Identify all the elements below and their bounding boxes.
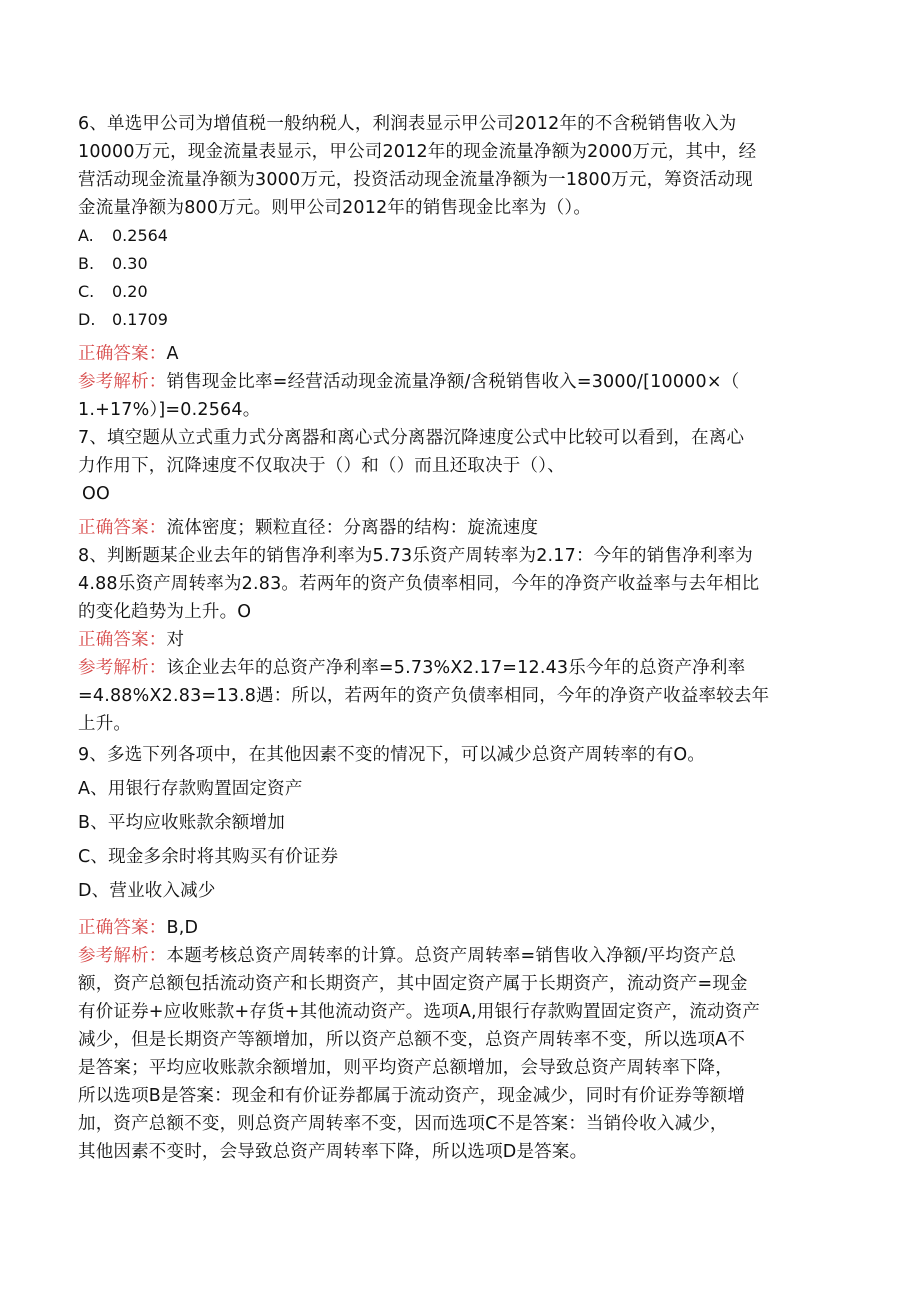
question-text-line: 7、填空题从立式重力式分离器和离心式分离器沉降速度公式中比较可以看到，在离心 bbox=[78, 428, 745, 448]
option-c: C. 0.20 bbox=[78, 282, 148, 301]
option-d: D. 0.1709 bbox=[78, 310, 168, 329]
answer-label: 正确答案： bbox=[78, 518, 167, 538]
analysis-text-line: 所以选项B是答案：现金和有价证券都属于流动资产，现金减少，同时有价证券等额增 bbox=[78, 1086, 746, 1106]
question-text-line: 的变化趋势为上升。O bbox=[78, 602, 252, 622]
analysis-text-line: 上升。 bbox=[78, 714, 132, 734]
question-text-line: 6、单选甲公司为增值税一般纳税人，利润表显示甲公司2012年的不含税销售收入为 bbox=[78, 114, 737, 134]
answer-value: B,D bbox=[166, 918, 199, 938]
question-text-line: 10000万元，现金流量表显示，甲公司2012年的现金流量净额为2000万元，其中，经 bbox=[78, 142, 757, 162]
answer-label: 正确答案： bbox=[78, 630, 167, 650]
analysis-line: 参考解析：本题考核总资产周转率的计算。总资产周转率=销售收入净额/平均资产总 bbox=[78, 946, 737, 966]
question-text-line: 力作用下，沉降速度不仅取决于（）和（）而且还取决于（）、 bbox=[78, 456, 565, 476]
document-page bbox=[78, 110, 838, 1166]
question-text-line: 4.88乐资产周转率为2.83。若两年的资产负债率相同，今年的净资产收益率与去年相比 bbox=[78, 574, 760, 594]
question-text-line: OO bbox=[82, 484, 110, 504]
analysis-line: 参考解析：销售现金比率=经营活动现金流量净额/含税销售收入=3000/[10000×（ bbox=[78, 372, 740, 392]
option-c: C、现金多余时将其购买有价证券 bbox=[78, 847, 339, 867]
question-text-line: 8、判断题某企业去年的销售净利率为5.73乐资产周转率为2.17：今年的销售净利率为 bbox=[78, 546, 753, 566]
answer-value: A bbox=[166, 344, 179, 364]
option-d: D、营业收入减少 bbox=[78, 881, 216, 901]
option-a: A、用银行存款购置固定资产 bbox=[78, 779, 303, 799]
question-8 bbox=[78, 542, 838, 738]
analysis-text-line: 有价证券+应收账款+存货+其他流动资产。选项A,用银行存款购置固定资产，流动资产 bbox=[78, 1002, 761, 1022]
answer-line bbox=[78, 626, 838, 654]
analysis-text-line: 1.+17%）]=0.2564。 bbox=[78, 400, 261, 420]
answer-value: 对 bbox=[166, 630, 185, 650]
option-b: B、平均应收账款余额增加 bbox=[78, 813, 285, 833]
analysis-label: 参考解析： bbox=[78, 946, 167, 966]
analysis-text-line: 额，资产总额包括流动资产和长期资产，其中固定资产属于长期资产，流动资产=现金 bbox=[78, 974, 748, 994]
answer-value: 流体密度；颗粒直径：分离器的结构：旋流速度 bbox=[166, 518, 539, 538]
analysis-label: 参考解析： bbox=[78, 658, 167, 678]
question-text-line: 营活动现金流量净额为3000万元，投资活动现金流量净额为一1800万元，筹资活动现 bbox=[78, 170, 753, 190]
question-7 bbox=[78, 424, 838, 542]
answer-label: 正确答案： bbox=[78, 344, 167, 364]
analysis-label: 参考解析： bbox=[78, 372, 167, 392]
question-6 bbox=[78, 110, 838, 424]
question-text-line: 9、多选下列各项中，在其他因素不变的情况下，可以减少总资产周转率的有O。 bbox=[78, 745, 706, 765]
answer-line bbox=[78, 914, 838, 942]
answer-line bbox=[78, 514, 838, 542]
option-a: A. 0.2564 bbox=[78, 226, 168, 245]
analysis-text-line: 其他因素不变时，会导致总资产周转率下降，所以选项D是答案。 bbox=[78, 1142, 588, 1162]
option-b: B. 0.30 bbox=[78, 254, 148, 273]
question-text-line: 金流量净额为800万元。则甲公司2012年的销售现金比率为（）。 bbox=[78, 198, 592, 218]
answer-line bbox=[78, 340, 838, 368]
question-9 bbox=[78, 738, 838, 1166]
analysis-line: 参考解析：该企业去年的总资产净利率=5.73%X2.17=12.43乐今年的总资产净利率 bbox=[78, 658, 746, 678]
analysis-text-line: 加，资产总额不变，则总资产周转率不变，因而选项C不是答案：当销伶收入减少， bbox=[78, 1114, 728, 1134]
answer-label: 正确答案： bbox=[78, 918, 167, 938]
analysis-text-line: 是答案；平均应收账款余额增加，则平均资产总额增加，会导致总资产周转率下降， bbox=[78, 1058, 733, 1078]
analysis-text-line: 减少，但是长期资产等额增加，所以资产总额不变，总资产周转率不变，所以选项A不 bbox=[78, 1030, 746, 1050]
analysis-text-line: =4.88%X2.83=13.8遇：所以，若两年的资产负债率相同，今年的净资产收益率较去年 bbox=[78, 686, 770, 706]
